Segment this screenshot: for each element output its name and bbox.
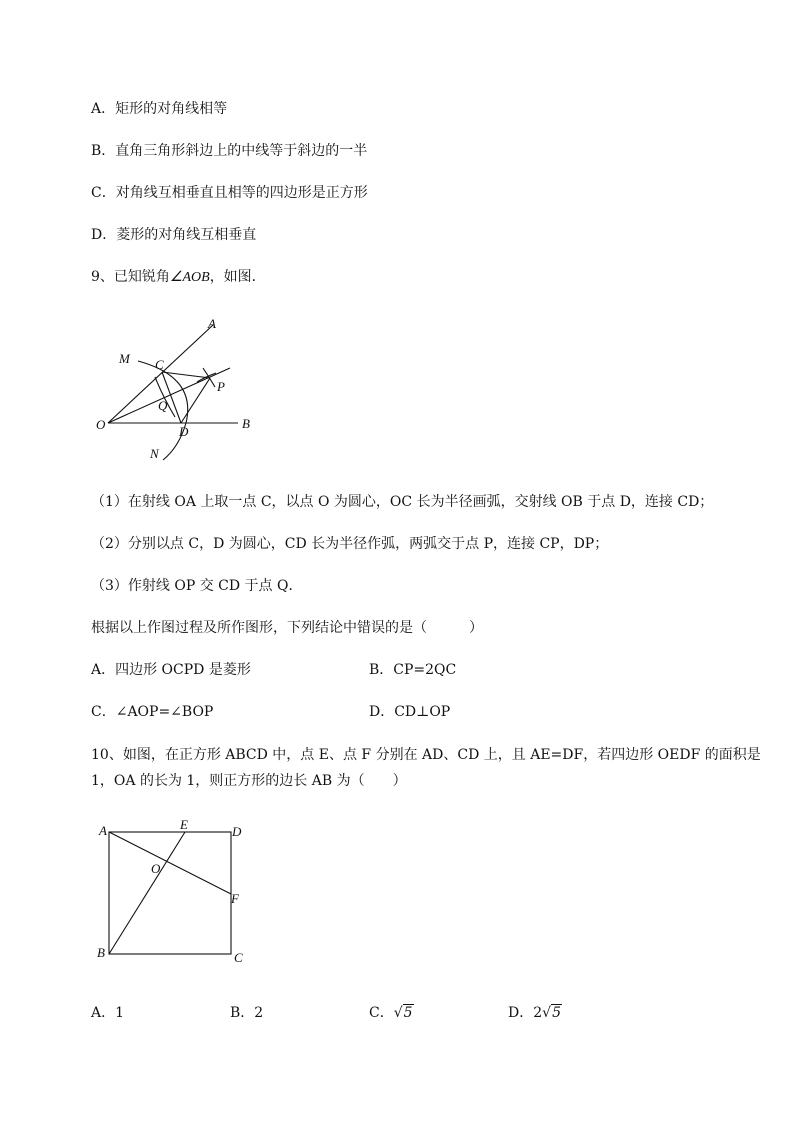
label-b: B [97,945,105,960]
q9-step-3: （3）作射线 OP 交 CD 于点 Q． [91,578,303,594]
q8-option-d: D．菱形的对角线互相垂直 [91,227,257,243]
label-o: O [151,861,161,876]
q9-option-c: C．∠AOP=∠BOP [91,704,214,720]
q9-figure [85,305,275,475]
q9-question: 根据以上作图过程及所作图形，下列结论中错误的是（ ） [91,620,483,636]
q10-option-a: A．1 [91,1005,125,1021]
q10-option-c [369,1004,414,1022]
segment-dp [181,378,210,423]
q10-option-d-radicand: 5 [552,1005,561,1021]
label-d: D [179,424,189,439]
label-c: C [234,950,243,965]
q9-stem-prefix: 9、已知锐角 [91,269,170,285]
q9-stem-suffix: ，如图． [209,269,266,285]
sqrt-symbol: √5 [393,1005,413,1021]
q9-option-a: A．四边形 OCPD 是菱形 [91,662,251,678]
q10-option-b: B．2 [230,1005,264,1021]
q9-stem-angle: ∠AOB [169,270,210,285]
label-b: B [242,416,250,431]
square-abcd [109,832,231,954]
label-o: O [96,417,106,432]
label-m: M [119,351,130,366]
label-c: C [155,357,164,372]
label-a: A [208,316,216,331]
label-f: F [231,891,239,906]
q9-step-2: （2）分别以点 C，D 为圆心，CD 长为半径作弧，两弧交于点 P，连接 CP，DP； [91,536,609,552]
q10-option-c-radicand: 5 [403,1005,413,1021]
q10-figure [90,815,250,970]
label-n: N [150,446,159,461]
q10-option-d [508,1004,562,1022]
q8-option-a: A．矩形的对角线相等 [91,101,228,117]
label-d: D [232,824,242,839]
q8-option-b: B．直角三角形斜边上的中线等于斜边的一半 [91,143,368,159]
label-a: A [99,823,107,838]
q10-stem-line-1: 10、如图，在正方形 ABCD 中，点 E、点 F 分别在 AD、CD 上，且 AE=DF，若四边形 OEDF 的面积是 [91,747,761,763]
q10-option-c-prefix: C． [369,1005,394,1021]
q10-option-d-prefix: D．2 [508,1005,543,1021]
sqrt-symbol: √5 [542,1005,561,1021]
segment-be [109,832,185,954]
label-e: E [180,817,188,832]
segment-af [109,832,231,894]
q10-stem-line-2: 1，OA 的长为 1，则正方形的边长 AB 为（ ） [91,773,407,789]
q9-step-1: （1）在射线 OA 上取一点 C，以点 O 为圆心，OC 长为半径画弧，交射线 OB 于点 D，连接 CD； [91,494,714,510]
ray-op [108,368,230,423]
q8-option-c: C．对角线互相垂直且相等的四边形是正方形 [91,185,368,201]
q9-stem [91,268,266,287]
label-q: Q [158,398,168,413]
q9-option-d: D．CD⊥OP [369,704,451,720]
q9-option-b: B．CP=2QC [369,662,457,678]
label-p: P [217,379,225,394]
